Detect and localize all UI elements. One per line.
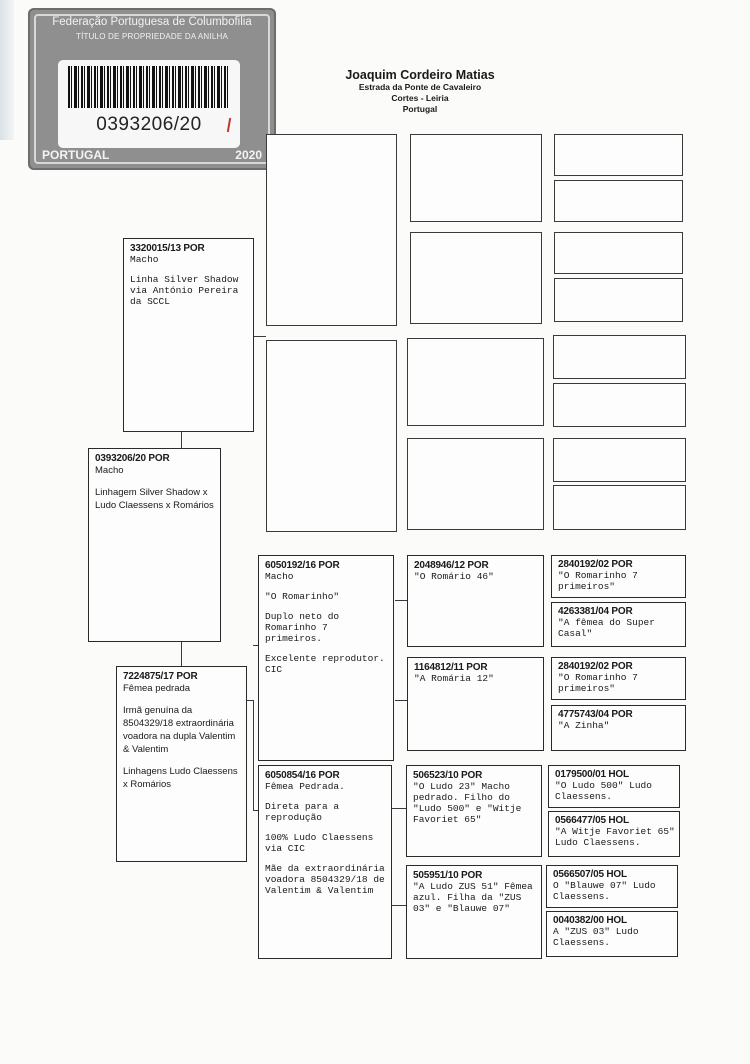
empty-card — [266, 134, 397, 326]
g3-text: "A Ludo ZUS 51" Fêmea azul. Filha da "ZUS 03" e "Blauwe 07" — [413, 881, 533, 914]
g4-ring: 0179500/01 HOL — [555, 769, 629, 780]
sticker-country: PORTUGAL — [42, 148, 110, 162]
dam-dam-ring: 6050854/16 POR — [265, 770, 340, 781]
empty-card — [554, 180, 683, 222]
g3-text: "A Romária 12" — [414, 673, 494, 684]
g4-ring: 0566477/05 HOL — [555, 815, 629, 826]
connector — [395, 600, 407, 601]
g4-ring: 0040382/00 HOL — [553, 915, 627, 926]
dam-card — [116, 666, 247, 862]
sticker-year: 2020 — [235, 148, 262, 162]
empty-card — [554, 134, 683, 176]
connector — [253, 700, 254, 810]
sire-ring: 3320015/13 POR — [130, 243, 205, 254]
pigeon-ring: 0393206/20 POR — [95, 453, 170, 464]
sticker-org: Federação Portuguesa de Columbofilia — [52, 16, 252, 28]
owner-header — [300, 68, 540, 115]
g3-ring: 1164812/11 POR — [414, 662, 488, 673]
empty-card — [553, 485, 686, 530]
g4-card — [546, 865, 678, 908]
pigeon-sex: Macho — [95, 465, 124, 476]
g3-card — [406, 765, 542, 857]
g4-card — [551, 555, 686, 598]
sticker-subtitle: TÍTULO DE PROPRIEDADE DA ANILHA — [75, 32, 228, 41]
dam-dam-note3: Mãe da extraordinária voadora 8504329/18 de Valentim & Valentim — [265, 863, 385, 896]
dam-dam-sex: Fêmea Pedrada. — [265, 781, 345, 792]
g3-ring: 2048946/12 POR — [414, 560, 489, 571]
empty-card — [410, 232, 542, 324]
g4-ring: 0566507/05 HOL — [553, 869, 627, 880]
empty-card — [553, 383, 686, 427]
g4-card — [548, 811, 680, 857]
connector — [392, 905, 406, 906]
g4-text: A "ZUS 03" Ludo Claessens. — [553, 926, 639, 948]
g4-text: "A Witje Favoriet 65" Ludo Claessens. — [555, 826, 675, 848]
connector — [392, 808, 406, 809]
g4-text: "A fêmea do Super Casal" — [558, 617, 655, 639]
g3-text: "O Ludo 23" Macho pedrado. Filho do "Ludo 500" e "Witje Favoriet 65" — [413, 781, 522, 825]
sire-card — [123, 238, 254, 432]
g3-text: "O Romário 46" — [414, 571, 494, 582]
dam-dam-card — [258, 765, 392, 959]
g4-text: "O Romarinho 7 primeiros" — [558, 672, 638, 694]
g4-text: "A Zinha" — [558, 720, 610, 731]
dam-dam-note2: 100% Ludo Claessens via CIC — [265, 832, 374, 854]
owner-address1: Estrada da Ponte de Cavaleiro — [358, 82, 482, 92]
empty-card — [407, 438, 544, 530]
owner-name: Joaquim Cordeiro Matias — [345, 68, 495, 82]
sire-note: Linha Silver Shadow via António Pereira da SCCL — [130, 274, 239, 307]
g3-ring: 505951/10 POR — [413, 870, 483, 881]
g4-text: O "Blauwe 07" Ludo Claessens. — [553, 880, 656, 902]
dam-sire-card — [258, 555, 394, 761]
empty-card — [407, 338, 544, 426]
owner-country: Portugal — [402, 104, 438, 114]
g3-card — [406, 865, 542, 959]
pigeon-note: Linhagem Silver Shadow x Ludo Claessens x Romários — [95, 487, 214, 511]
dam-sire-ring: 6050192/16 POR — [265, 560, 340, 571]
g4-card — [546, 911, 678, 957]
ring-ownership-sticker — [28, 8, 276, 170]
g4-ring: 4263381/04 POR — [558, 606, 633, 617]
empty-card — [554, 278, 683, 322]
owner-address2: Cortes - Leiria — [391, 93, 449, 103]
dam-ring: 7224875/17 POR — [123, 671, 198, 682]
dam-sire-sex: Macho — [265, 571, 294, 582]
g3-card — [407, 657, 544, 751]
connector — [395, 700, 407, 701]
g3-ring: 506523/10 POR — [413, 770, 483, 781]
g4-card — [551, 705, 686, 751]
dam-sire-note2: Excelente reprodutor. CIC — [265, 653, 385, 675]
g4-ring: 2840192/02 POR — [558, 661, 633, 672]
dam-note1: Irmã genuína da 8504329/18 extraordinária voadora na dupla Valentim & Valentim — [123, 705, 236, 755]
scan-edge — [0, 0, 14, 140]
empty-card — [554, 232, 683, 274]
sticker-ring-number: 0393206/20 — [96, 114, 202, 135]
dam-note2: Linhagens Ludo Claessens x Romários — [123, 766, 238, 790]
dam-sire-name: "O Romarinho" — [265, 591, 340, 602]
pigeon-card — [88, 448, 221, 642]
g4-card — [551, 602, 686, 647]
g4-ring: 4775743/04 POR — [558, 709, 633, 720]
empty-card — [553, 335, 686, 379]
sire-sex: Macho — [130, 254, 159, 265]
empty-card — [410, 134, 542, 222]
connector — [253, 336, 266, 337]
connector — [246, 700, 253, 701]
sticker-label — [58, 60, 240, 148]
g4-card — [551, 657, 686, 700]
g4-text: "O Ludo 500" Ludo Claessens. — [555, 780, 652, 802]
empty-card — [266, 340, 397, 532]
g4-text: "O Romarinho 7 primeiros" — [558, 570, 638, 592]
g4-card — [548, 765, 680, 808]
connector — [181, 432, 182, 448]
connector — [181, 640, 182, 666]
dam-dam-note1: Direta para a reprodução — [265, 801, 340, 823]
barcode-icon — [68, 66, 228, 108]
empty-card — [553, 438, 686, 482]
g3-card — [407, 555, 544, 647]
dam-sire-note1: Duplo neto do Romarinho 7 primeiros. — [265, 611, 340, 644]
dam-sex: Fêmea pedrada — [123, 683, 191, 694]
g4-ring: 2840192/02 POR — [558, 559, 633, 570]
